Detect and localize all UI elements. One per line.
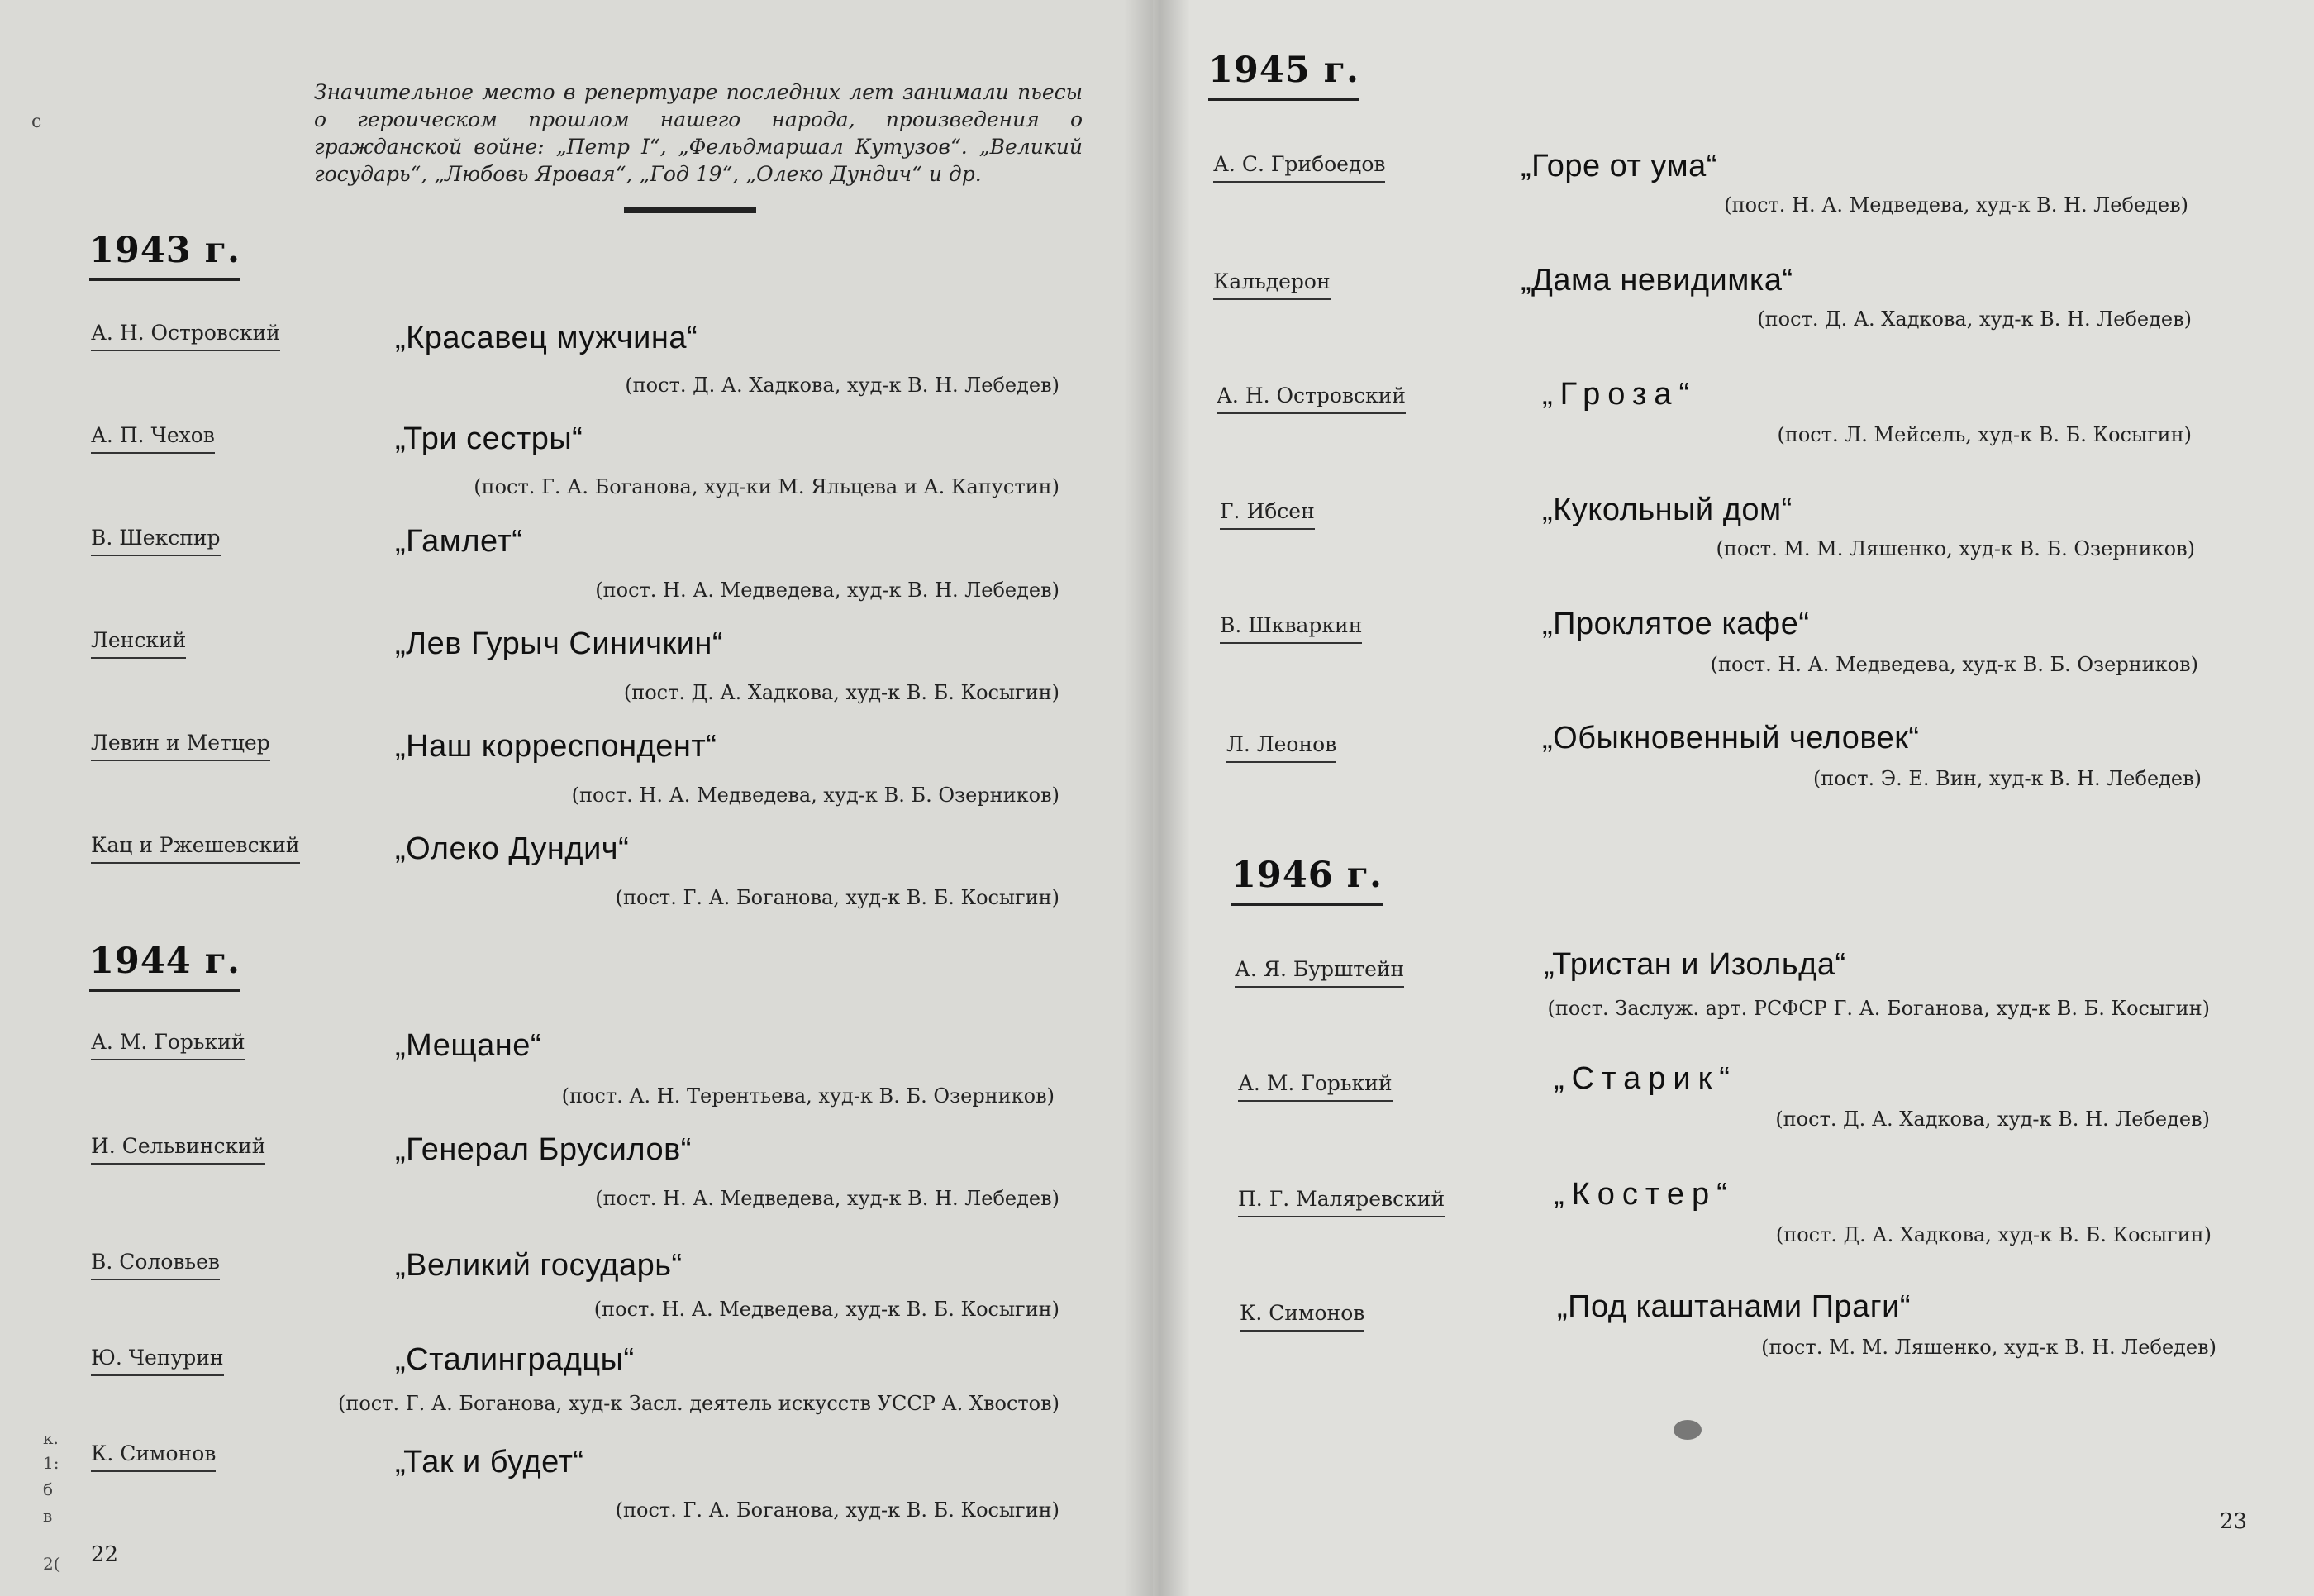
production-credit: (пост. Н. А. Медведева, худ-к В. Н. Лебедев) bbox=[595, 1187, 1059, 1210]
play-title: „Красавец мужчина“ bbox=[395, 321, 698, 355]
author-name: А. Н. Островский bbox=[1217, 384, 1406, 414]
play-title: „Старик“ bbox=[1554, 1061, 1737, 1096]
play-title: „Три сестры“ bbox=[395, 422, 583, 456]
play-title: „Лев Гурыч Синичкин“ bbox=[395, 626, 724, 661]
edge-mark: 1: bbox=[43, 1453, 60, 1473]
edge-mark: с bbox=[31, 112, 42, 132]
edge-mark: б bbox=[43, 1479, 54, 1499]
play-title: „Тристан и Изольда“ bbox=[1544, 947, 1846, 982]
play-title: „Обыкновенный человек“ bbox=[1542, 721, 1920, 755]
play-title: „Горе от ума“ bbox=[1521, 149, 1717, 183]
production-credit: (пост. Г. А. Боганова, худ-к В. Б. Косыгин) bbox=[615, 1498, 1059, 1522]
author-name: В. Шкваркин bbox=[1220, 613, 1362, 644]
page-number: 23 bbox=[2220, 1509, 2248, 1534]
production-credit: (пост. Э. Е. Вин, худ-к В. Н. Лебедев) bbox=[1812, 767, 2202, 790]
play-title: „Великий государь“ bbox=[395, 1248, 683, 1283]
play-title: „Гроза“ bbox=[1542, 377, 1697, 412]
production-credit: (пост. Заслуж. арт. РСФСР Г. А. Боганова, худ-к В. Б. Косыгин) bbox=[1547, 997, 2210, 1020]
play-title: „Так и будет“ bbox=[395, 1445, 584, 1479]
production-credit: (пост. Д. А. Хадкова, худ-к В. Н. Лебедев) bbox=[1775, 1108, 2210, 1131]
production-credit: (пост. Д. А. Хадкова, худ-к В. Б. Косыгин) bbox=[1775, 1223, 2212, 1246]
author-name: Л. Леонов bbox=[1226, 732, 1336, 763]
production-credit: (пост. М. М. Ляшенко, худ-к В. Б. Озерников) bbox=[1716, 537, 2195, 560]
author-name: А. П. Чехов bbox=[91, 423, 215, 454]
production-credit: (пост. Л. Мейсель, худ-к В. Б. Косыгин) bbox=[1777, 423, 2192, 446]
ink-smudge bbox=[1674, 1420, 1702, 1440]
edge-mark: в bbox=[43, 1506, 53, 1526]
production-credit: (пост. М. М. Ляшенко, худ-к В. Н. Лебедев) bbox=[1761, 1336, 2216, 1359]
play-title: „Проклятое кафе“ bbox=[1542, 607, 1810, 641]
author-name: К. Симонов bbox=[1240, 1301, 1364, 1332]
page-number: 22 bbox=[91, 1542, 119, 1567]
production-credit: (пост. Г. А. Боганова, худ-к Засл. деятель искусств УССР А. Хвостов) bbox=[337, 1392, 1059, 1415]
ornament-divider bbox=[624, 207, 756, 213]
author-name: Кац и Ржешевский bbox=[91, 833, 300, 864]
intro-paragraph: Значительное место в репертуаре последних лет занимали пьесы о героическом прошлом нашего народа, произведения о гражданской войне: „Петр I“, „Фельдмаршал Кутузов“. „Великий государь“, „Любовь Яровая“, „Год 19“, „Олеко Дундич“ и др. bbox=[314, 80, 1083, 186]
author-name: К. Симонов bbox=[91, 1441, 216, 1472]
year-heading: 1946 г. bbox=[1231, 855, 1383, 906]
production-credit: (пост. Н. А. Медведева, худ-к В. Б. Озерников) bbox=[1710, 653, 2198, 676]
play-title: „Мещане“ bbox=[395, 1028, 542, 1063]
author-name: А. Н. Островский bbox=[91, 321, 280, 351]
production-credit: (пост. Н. А. Медведева, худ-к В. Б. Косыгин) bbox=[593, 1298, 1059, 1321]
author-name: Кальдерон bbox=[1213, 269, 1331, 300]
production-credit: (пост. Д. А. Хадкова, худ-к В. Н. Лебедев) bbox=[1757, 307, 2192, 331]
production-credit: (пост. Г. А. Боганова, худ-к В. Б. Косыгин) bbox=[615, 886, 1059, 909]
edge-mark: к. bbox=[43, 1428, 59, 1448]
production-credit: (пост. Д. А. Хадкова, худ-к В. Б. Косыгин) bbox=[623, 681, 1059, 704]
author-name: П. Г. Маляревский bbox=[1238, 1187, 1445, 1217]
author-name: В. Шекспир bbox=[91, 526, 221, 556]
production-credit: (пост. Н. А. Медведева, худ-к В. Н. Лебедев) bbox=[595, 579, 1059, 602]
edge-mark: 2( bbox=[43, 1554, 60, 1574]
play-title: „Кукольный дом“ bbox=[1542, 493, 1793, 527]
author-name: Ленский bbox=[91, 628, 186, 659]
author-name: И. Сельвинский bbox=[91, 1134, 265, 1165]
production-credit: (пост. Г. А. Боганова, худ-ки М. Яльцева и А. Капустин) bbox=[474, 475, 1059, 498]
year-heading: 1944 г. bbox=[89, 941, 240, 992]
author-name: Г. Ибсен bbox=[1220, 499, 1315, 530]
play-title: „Наш корреспондент“ bbox=[395, 729, 717, 764]
author-name: Левин и Метцер bbox=[91, 731, 270, 761]
play-title: „Олеко Дундич“ bbox=[395, 831, 630, 866]
play-title: „Сталинградцы“ bbox=[395, 1342, 635, 1377]
production-credit: (пост. А. Н. Терентьева, худ-к В. Б. Озерников) bbox=[561, 1084, 1055, 1108]
play-title: „Гамлет“ bbox=[395, 524, 523, 559]
play-title: „Дама невидимка“ bbox=[1521, 263, 1793, 298]
author-name: А. С. Грибоедов bbox=[1213, 152, 1385, 183]
year-heading: 1945 г. bbox=[1208, 50, 1359, 101]
author-name: А. Я. Бурштейн bbox=[1235, 957, 1404, 988]
play-title: „Генерал Брусилов“ bbox=[395, 1132, 692, 1167]
author-name: Ю. Чепурин bbox=[91, 1346, 224, 1376]
production-credit: (пост. Д. А. Хадкова, худ-к В. Н. Лебедев) bbox=[625, 374, 1059, 397]
book-gutter bbox=[1124, 0, 1190, 1596]
author-name: А. М. Горький bbox=[91, 1030, 245, 1060]
production-credit: (пост. Н. А. Медведева, худ-к В. Н. Лебедев) bbox=[1724, 193, 2188, 217]
play-title: „Под каштанами Праги“ bbox=[1557, 1289, 1912, 1324]
play-title: „Костер“ bbox=[1554, 1177, 1735, 1212]
production-credit: (пост. Н. А. Медведева, худ-к В. Б. Озерников) bbox=[571, 784, 1059, 807]
year-heading: 1943 г. bbox=[89, 230, 240, 281]
author-name: В. Соловьев bbox=[91, 1250, 220, 1280]
author-name: А. М. Горький bbox=[1238, 1071, 1393, 1102]
